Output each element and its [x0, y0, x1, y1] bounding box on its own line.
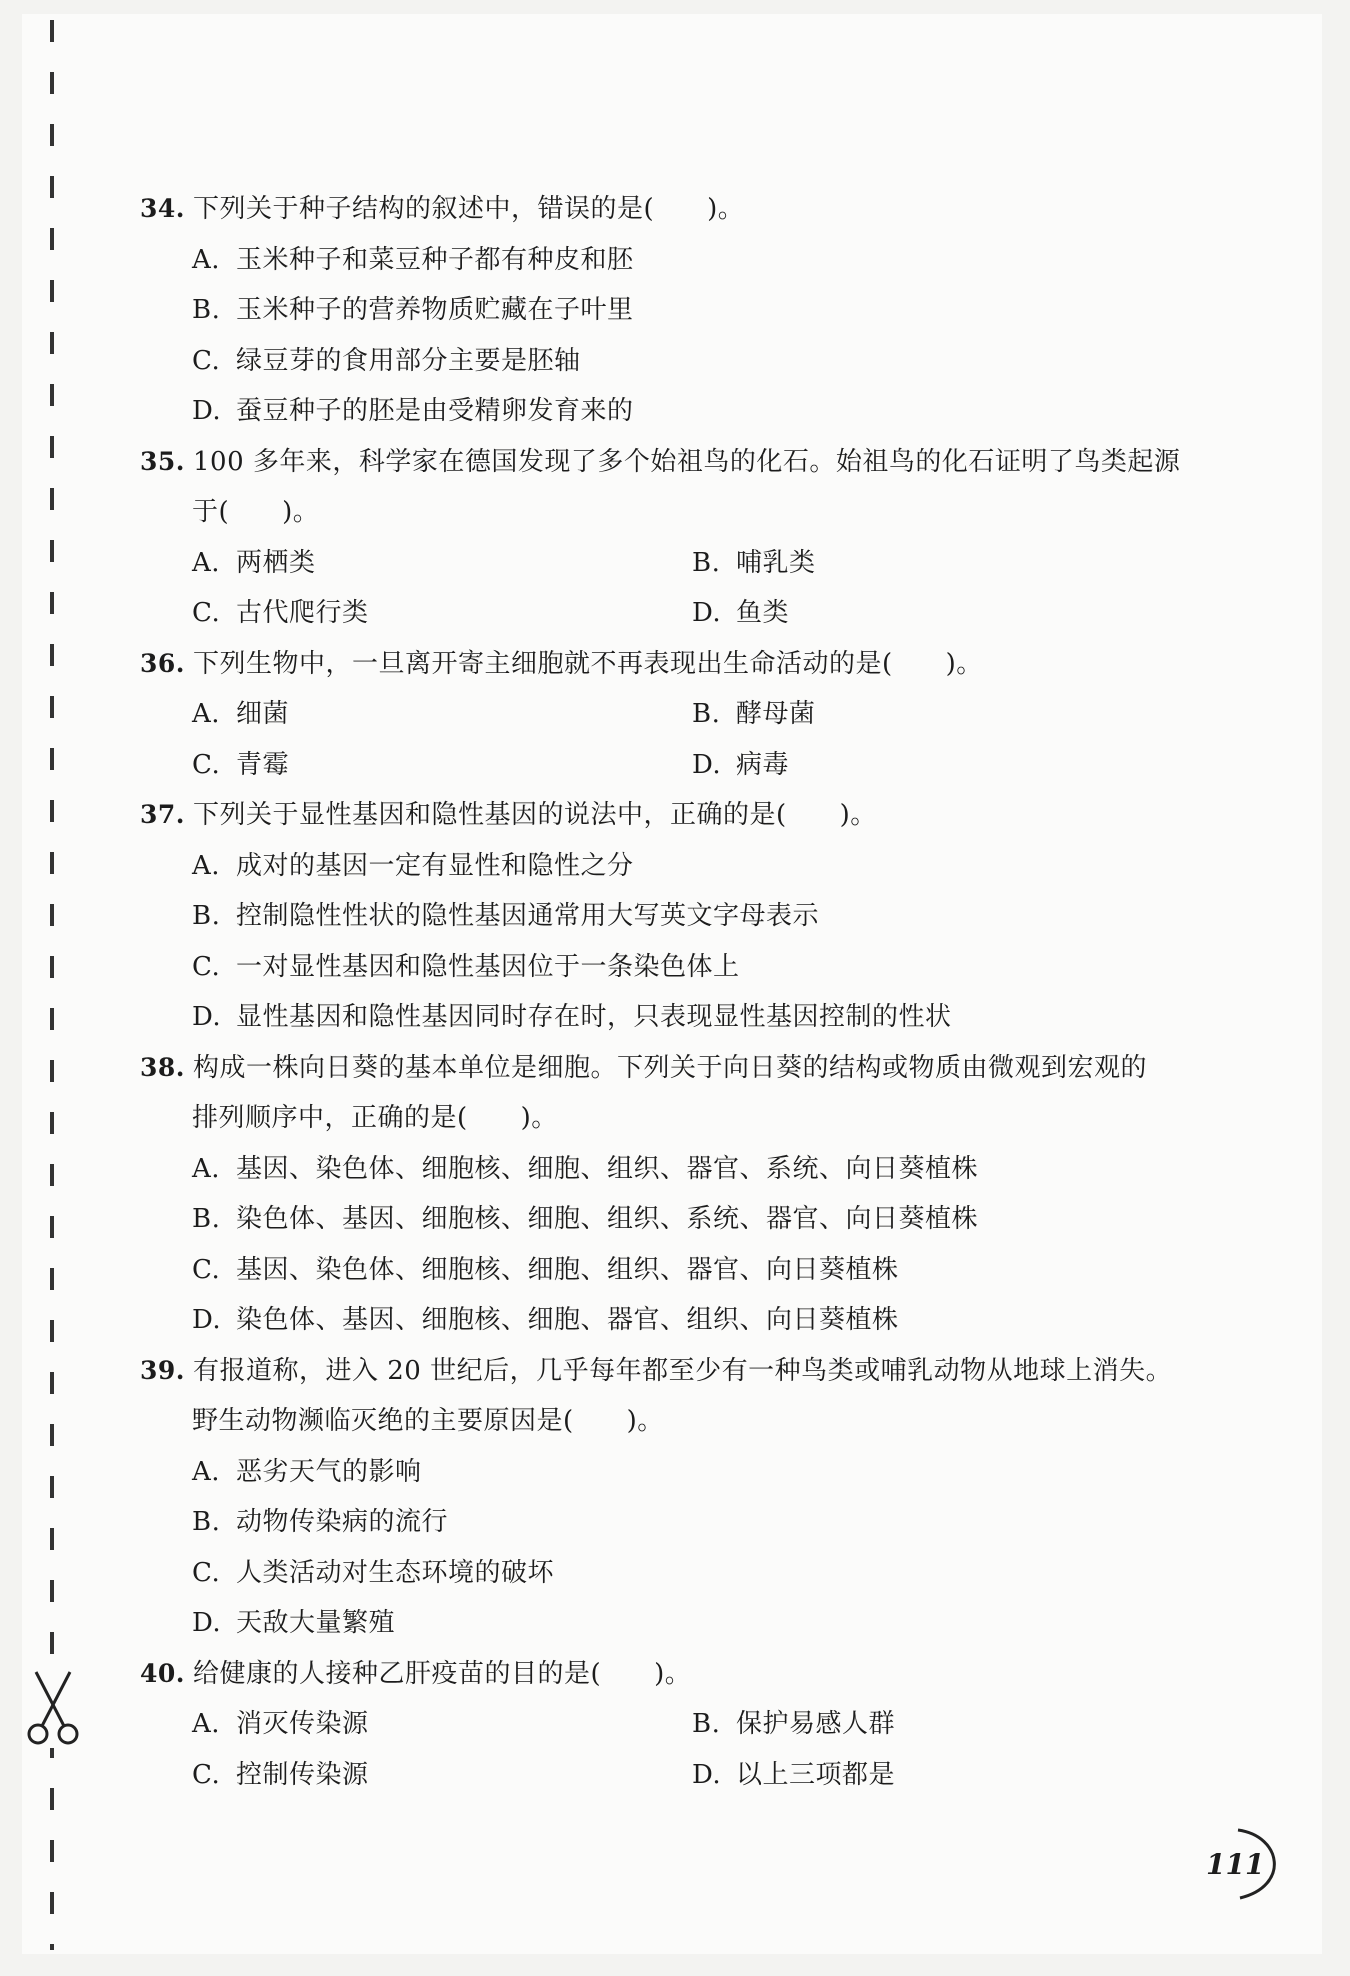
option	[192, 891, 819, 941]
option-text: 控制传染源	[236, 1759, 369, 1790]
option	[692, 538, 816, 588]
option	[692, 588, 789, 638]
question-stem-text: 于( )。	[192, 497, 320, 527]
question-stem-line	[140, 790, 877, 840]
question-stem-text: 100 多年来，科学家在德国发现了多个始祖鸟的化石。始祖鸟的化石证明了鸟类起源	[193, 446, 1181, 477]
option-letter: B.	[692, 1709, 721, 1739]
question-number: 39.	[140, 1355, 185, 1385]
option-text: 基因、染色体、细胞核、细胞、组织、器官、向日葵植株	[236, 1254, 899, 1285]
option	[192, 538, 316, 588]
option-letter: C.	[192, 749, 221, 780]
question-stem-text: 下列关于显性基因和隐性基因的说法中，正确的是( )。	[193, 800, 877, 830]
option-text: 控制隐性性状的隐性基因通常用大写英文字母表示	[236, 901, 820, 931]
option	[692, 1750, 895, 1800]
question-stem-text: 有报道称，进入 20 世纪后，几乎每年都至少有一种鸟类或哺乳动物从地球上消失。	[193, 1355, 1173, 1386]
option	[692, 689, 816, 739]
option	[192, 1497, 448, 1547]
option-text: 两栖类	[236, 547, 316, 578]
question-number: 37.	[140, 800, 185, 829]
option-text: 绿豆芽的食用部分主要是胚轴	[236, 345, 581, 376]
question-stem-line	[140, 639, 983, 689]
option-letter: A.	[192, 244, 221, 275]
question-stem-text: 野生动物濒临灭绝的主要原因是( )。	[192, 1406, 664, 1436]
cut-dashed-line	[50, 20, 54, 1950]
question-stem-text: 构成一株向日葵的基本单位是细胞。下列关于向日葵的结构或物质由微观到宏观的	[193, 1052, 1148, 1083]
option-letter: C.	[192, 1254, 221, 1285]
question-stem-line	[140, 184, 744, 234]
option-letter: D.	[692, 598, 722, 628]
option-letter: D.	[192, 1002, 222, 1032]
option	[192, 386, 634, 436]
option-text: 显性基因和隐性基因同时存在时，只表现显性基因控制的性状	[236, 1002, 952, 1032]
question-number: 34.	[140, 194, 185, 223]
option-letter: A.	[192, 1709, 221, 1739]
question-stem-line	[140, 1649, 691, 1699]
option-letter: A.	[192, 699, 221, 729]
option	[192, 1548, 554, 1598]
question-number: 36.	[140, 648, 185, 678]
option-letter: B.	[192, 295, 221, 325]
option-letter: B.	[192, 1507, 221, 1537]
option	[192, 1699, 369, 1749]
question-stem-line	[140, 1346, 1172, 1396]
option	[192, 841, 634, 891]
option-letter: B.	[192, 901, 221, 931]
option-text: 动物传染病的流行	[236, 1507, 449, 1537]
option-text: 人类活动对生态环境的破坏	[236, 1557, 555, 1588]
option	[192, 992, 952, 1042]
option-letter: A.	[192, 547, 221, 578]
option-letter: D.	[692, 1759, 722, 1790]
option-text: 一对显性基因和隐性基因位于一条染色体上	[236, 951, 740, 982]
option-letter: D.	[192, 396, 222, 426]
option-letter: B.	[692, 547, 721, 578]
option-text: 酵母菌	[736, 699, 816, 729]
option-text: 成对的基因一定有显性和隐性之分	[236, 850, 634, 881]
option	[192, 1750, 369, 1800]
question-stem-text: 排列顺序中，正确的是( )。	[192, 1103, 558, 1133]
question-number: 35.	[140, 446, 185, 476]
option	[192, 1598, 395, 1648]
option-letter: B.	[192, 1204, 221, 1234]
question-stem-text: 给健康的人接种乙肝疫苗的目的是( )。	[193, 1658, 692, 1689]
question-stem-text: 下列生物中，一旦离开寄主细胞就不再表现出生命活动的是( )。	[193, 648, 983, 679]
option-text: 古代爬行类	[236, 598, 369, 628]
option-letter: B.	[692, 699, 721, 729]
option-text: 玉米种子和菜豆种子都有种皮和胚	[236, 244, 634, 275]
option-text: 病毒	[736, 749, 790, 780]
option-text: 蚕豆种子的胚是由受精卵发育来的	[236, 396, 634, 426]
option-text: 玉米种子的营养物质贮藏在子叶里	[236, 295, 634, 325]
option-letter: D.	[192, 1305, 222, 1335]
question-stem-line	[192, 1093, 558, 1143]
option	[192, 285, 634, 335]
question-stem-text: 下列关于种子结构的叙述中，错误的是( )。	[193, 194, 745, 224]
option-text: 恶劣天气的影响	[236, 1456, 422, 1487]
option-text: 染色体、基因、细胞核、细胞、器官、组织、向日葵植株	[236, 1305, 899, 1335]
option	[192, 588, 369, 638]
option	[192, 740, 289, 790]
option-letter: C.	[192, 951, 221, 982]
question-number: 40.	[140, 1658, 185, 1688]
option	[692, 740, 789, 790]
option-letter: D.	[192, 1608, 222, 1638]
option	[192, 235, 634, 285]
option-letter: C.	[192, 598, 221, 628]
option	[192, 942, 740, 992]
option-text: 鱼类	[736, 598, 790, 628]
option	[192, 1194, 978, 1244]
question-stem-line	[192, 487, 319, 537]
option-letter: A.	[192, 1153, 221, 1184]
option-text: 基因、染色体、细胞核、细胞、组织、器官、系统、向日葵植株	[236, 1153, 979, 1184]
option-letter: A.	[192, 850, 221, 881]
option-text: 青霉	[236, 749, 290, 780]
option	[692, 1699, 895, 1749]
question-stem-line	[140, 437, 1180, 487]
question-stem-line	[140, 1043, 1147, 1093]
option-text: 细菌	[236, 699, 290, 729]
option-text: 以上三项都是	[736, 1759, 896, 1790]
option-text: 消灭传染源	[236, 1709, 369, 1739]
option	[192, 689, 289, 739]
option-letter: C.	[192, 1557, 221, 1588]
page-number: 111	[1206, 1848, 1265, 1881]
question-stem-line	[192, 1396, 664, 1446]
option	[192, 336, 581, 386]
option-text: 哺乳类	[736, 547, 816, 578]
option	[192, 1295, 899, 1345]
option-letter: D.	[692, 749, 722, 780]
option-text: 保护易感人群	[736, 1709, 896, 1739]
option-letter: C.	[192, 1759, 221, 1790]
option	[192, 1144, 978, 1194]
option	[192, 1447, 422, 1497]
option	[192, 1245, 899, 1295]
option-letter: A.	[192, 1456, 221, 1487]
option-text: 天敌大量繁殖	[236, 1608, 396, 1638]
option-text: 染色体、基因、细胞核、细胞、组织、系统、器官、向日葵植株	[236, 1204, 979, 1234]
option-letter: C.	[192, 345, 221, 376]
question-number: 38.	[140, 1052, 185, 1082]
scissors-icon	[24, 1670, 82, 1748]
